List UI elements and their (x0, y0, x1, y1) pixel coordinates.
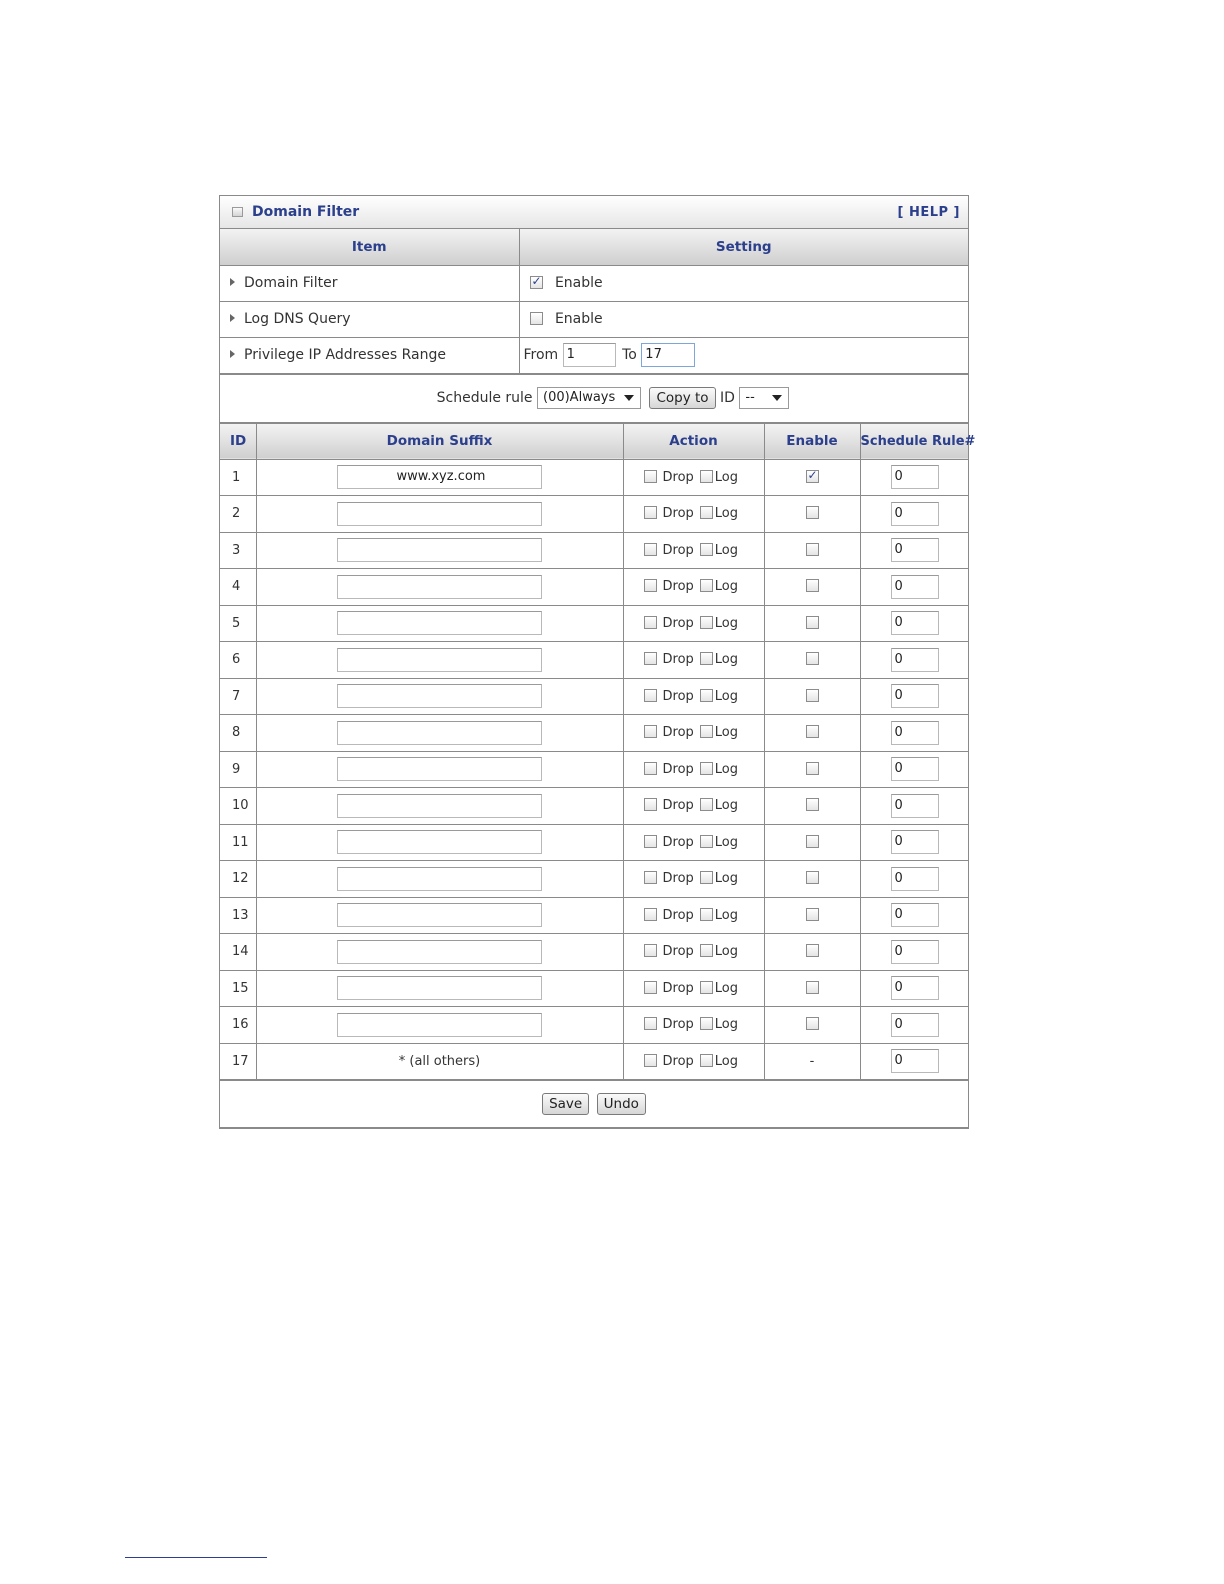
drop-label: Drop (662, 798, 694, 814)
table-row (220, 1007, 968, 1044)
domain-list-table (220, 423, 976, 1081)
drop-label: Drop (662, 907, 694, 923)
table-row (220, 496, 968, 533)
table-row (220, 897, 968, 934)
log-checkbox[interactable] (700, 1017, 713, 1030)
log-checkbox[interactable] (700, 871, 713, 884)
domain-suffix-header: Domain Suffix (256, 423, 623, 459)
schedule-rule-input[interactable]: 0 (891, 538, 939, 562)
drop-label: Drop (662, 725, 694, 741)
schedule-rule-input[interactable]: 0 (891, 721, 939, 745)
drop-checkbox[interactable] (644, 543, 657, 556)
id-header: ID (220, 423, 256, 459)
log-label: Log (714, 615, 739, 631)
enable-checkbox[interactable] (806, 908, 819, 921)
log-label: Log (714, 980, 739, 996)
log-checkbox[interactable] (700, 543, 713, 556)
schedule-rule-input[interactable]: 0 (891, 757, 939, 781)
schedule-rule-input[interactable]: 0 (891, 611, 939, 635)
schedule-rule-label: Schedule rule (436, 390, 533, 406)
table-row (220, 934, 968, 971)
log-label: Log (714, 579, 739, 595)
drop-label: Drop (662, 1053, 694, 1069)
panel-icon (232, 207, 243, 217)
row-id: 5 (220, 605, 256, 642)
drop-label: Drop (662, 652, 694, 668)
log-checkbox[interactable] (700, 725, 713, 738)
schedule-rule-input[interactable]: 0 (891, 830, 939, 854)
row-id: 7 (220, 678, 256, 715)
save-button[interactable]: Save (542, 1093, 589, 1115)
table-row (220, 970, 968, 1007)
table-row (220, 678, 968, 715)
row-id: 13 (220, 897, 256, 934)
domain-suffix-input[interactable] (337, 867, 542, 891)
id-label: ID (720, 390, 735, 406)
row-id: 1 (220, 459, 256, 496)
log-label: Log (714, 469, 739, 485)
log-checkbox[interactable] (700, 981, 713, 994)
log-checkbox[interactable] (700, 470, 713, 483)
domain-filter-panel (219, 195, 976, 1129)
row-id: 3 (220, 532, 256, 569)
drop-label: Drop (662, 688, 694, 704)
domain-suffix-input[interactable] (337, 940, 542, 964)
drop-checkbox[interactable] (644, 944, 657, 957)
log-dns-enable-checkbox[interactable] (530, 312, 543, 325)
row-id: 10 (220, 788, 256, 825)
table-row (220, 532, 968, 569)
table-row (220, 861, 968, 898)
row-id: 9 (220, 751, 256, 788)
table-row (220, 605, 968, 642)
privilege-ip-label: Privilege IP Addresses Range (244, 347, 446, 363)
enable-checkbox[interactable] (806, 579, 819, 592)
log-checkbox[interactable] (700, 579, 713, 592)
settings-table (220, 229, 968, 374)
log-dns-enable-label: Enable (554, 311, 603, 327)
enable-checkbox[interactable] (806, 543, 819, 556)
from-label: From (523, 347, 559, 363)
domain-suffix-input[interactable] (337, 684, 542, 708)
schedule-rule-input[interactable]: 0 (891, 575, 939, 599)
log-label: Log (714, 871, 739, 887)
drop-label: Drop (662, 980, 694, 996)
drop-label: Drop (662, 944, 694, 960)
bullet-arrow-icon (230, 350, 235, 358)
log-checkbox[interactable] (700, 835, 713, 848)
enable-checkbox[interactable] (806, 798, 819, 811)
domain-filter-enable-checkbox[interactable] (530, 276, 543, 289)
domain-suffix-input[interactable] (337, 611, 542, 635)
log-label: Log (714, 1053, 739, 1069)
schedule-rule-select[interactable] (537, 387, 641, 409)
log-label: Log (714, 944, 739, 960)
footer-table (220, 1080, 968, 1128)
schedule-rule-input[interactable]: 0 (891, 794, 939, 818)
to-label: To (622, 347, 637, 363)
copy-id-value: -- (745, 390, 755, 405)
domain-filter-label: Domain Filter (244, 275, 338, 291)
drop-checkbox[interactable] (644, 835, 657, 848)
undo-button[interactable]: Undo (597, 1093, 646, 1115)
drop-checkbox[interactable] (644, 908, 657, 921)
enable-checkbox[interactable] (806, 506, 819, 519)
row-id: 17 (220, 1043, 256, 1080)
to-ip-input[interactable]: 17 (641, 343, 695, 367)
log-label: Log (714, 761, 739, 777)
log-label: Log (714, 542, 739, 558)
log-label: Log (714, 907, 739, 923)
log-checkbox[interactable] (700, 506, 713, 519)
drop-label: Drop (662, 542, 694, 558)
log-label: Log (714, 506, 739, 522)
domain-suffix-input[interactable] (337, 830, 542, 854)
log-dns-row (220, 301, 968, 337)
row-id: 8 (220, 715, 256, 752)
row-id: 12 (220, 861, 256, 898)
log-label: Log (714, 688, 739, 704)
domain-suffix-input[interactable] (337, 538, 542, 562)
row-id: 4 (220, 569, 256, 606)
log-checkbox[interactable] (700, 944, 713, 957)
schedule-table (220, 374, 968, 423)
item-header: Item (220, 229, 519, 265)
row-id: 2 (220, 496, 256, 533)
log-checkbox[interactable] (700, 1054, 713, 1067)
domain-suffix-input[interactable]: www.xyz.com (337, 465, 542, 489)
drop-label: Drop (662, 834, 694, 850)
row-id: 14 (220, 934, 256, 971)
domain-filter-row (220, 265, 968, 301)
row-id: 15 (220, 970, 256, 1007)
domain-suffix-input[interactable] (337, 903, 542, 927)
drop-checkbox[interactable] (644, 689, 657, 702)
row-id: 6 (220, 642, 256, 679)
bullet-arrow-icon (230, 314, 235, 322)
domain-suffix-input[interactable] (337, 502, 542, 526)
schedule-rule-input[interactable]: 0 (891, 648, 939, 672)
enable-na: - (764, 1043, 860, 1080)
drop-label: Drop (662, 761, 694, 777)
log-checkbox[interactable] (700, 798, 713, 811)
table-row-all-others (220, 1043, 968, 1080)
log-label: Log (714, 834, 739, 850)
row-id: 11 (220, 824, 256, 861)
drop-checkbox[interactable] (644, 616, 657, 629)
drop-checkbox[interactable] (644, 652, 657, 665)
domain-suffix-input[interactable] (337, 794, 542, 818)
privilege-ip-row (220, 337, 968, 373)
drop-label: Drop (662, 615, 694, 631)
log-label: Log (714, 652, 739, 668)
enable-checkbox[interactable] (806, 616, 819, 629)
setting-header: Setting (519, 229, 968, 265)
action-header: Action (623, 423, 764, 459)
dropdown-arrow-icon (772, 395, 782, 401)
panel-titlebar (220, 196, 968, 229)
log-label: Log (714, 1017, 739, 1033)
domain-suffix-input[interactable] (337, 648, 542, 672)
domain-suffix-input[interactable] (337, 721, 542, 745)
drop-checkbox[interactable] (644, 725, 657, 738)
enable-checkbox[interactable] (806, 871, 819, 884)
from-ip-input[interactable]: 1 (563, 343, 616, 367)
schedule-rule-input[interactable]: 0 (891, 976, 939, 1000)
domain-suffix-input[interactable] (337, 976, 542, 1000)
drop-label: Drop (662, 469, 694, 485)
enable-checkbox[interactable] (806, 1017, 819, 1030)
domain-suffix-input[interactable] (337, 1013, 542, 1037)
help-link[interactable]: [ HELP ] (897, 204, 960, 220)
log-checkbox[interactable] (700, 689, 713, 702)
domain-suffix-input[interactable] (337, 575, 542, 599)
dropdown-arrow-icon (624, 395, 634, 401)
log-dns-label: Log DNS Query (244, 311, 351, 327)
domain-rows (220, 459, 968, 1043)
table-row (220, 751, 968, 788)
drop-checkbox[interactable] (644, 506, 657, 519)
drop-checkbox[interactable] (644, 1054, 657, 1067)
schedule-rule-input[interactable]: 0 (891, 940, 939, 964)
drop-checkbox[interactable] (644, 762, 657, 775)
enable-checkbox[interactable] (806, 944, 819, 957)
drop-label: Drop (662, 579, 694, 595)
enable-checkbox[interactable] (806, 470, 819, 483)
drop-checkbox[interactable] (644, 798, 657, 811)
schedule-rule-input[interactable]: 0 (891, 903, 939, 927)
schedule-rule-input[interactable]: 0 (891, 684, 939, 708)
copy-id-select[interactable] (739, 387, 789, 409)
panel-title: Domain Filter (252, 204, 360, 220)
drop-checkbox[interactable] (644, 579, 657, 592)
enable-checkbox[interactable] (806, 652, 819, 665)
table-row (220, 824, 968, 861)
log-checkbox[interactable] (700, 652, 713, 665)
all-others-label: * (all others) (256, 1043, 623, 1080)
drop-checkbox[interactable] (644, 981, 657, 994)
schedule-rule-header: Schedule Rule# (860, 423, 968, 459)
copy-to-button[interactable]: Copy to (649, 387, 715, 409)
enable-checkbox[interactable] (806, 725, 819, 738)
bullet-arrow-icon (230, 278, 235, 286)
log-checkbox[interactable] (700, 908, 713, 921)
drop-label: Drop (662, 871, 694, 887)
schedule-rule-value: (00)Always (543, 390, 616, 405)
table-row (220, 569, 968, 606)
table-row (220, 788, 968, 825)
schedule-rule-input[interactable]: 0 (891, 1049, 939, 1073)
domain-suffix-input[interactable] (337, 757, 542, 781)
enable-header: Enable (764, 423, 860, 459)
schedule-rule-input[interactable]: 0 (891, 502, 939, 526)
drop-checkbox[interactable] (644, 871, 657, 884)
footnote-rule (125, 1557, 267, 1558)
table-row (220, 459, 968, 496)
drop-label: Drop (662, 1017, 694, 1033)
enable-checkbox[interactable] (806, 762, 819, 775)
drop-label: Drop (662, 506, 694, 522)
schedule-rule-input[interactable]: 0 (891, 465, 939, 489)
log-label: Log (714, 725, 739, 741)
schedule-rule-input[interactable]: 0 (891, 867, 939, 891)
drop-checkbox[interactable] (644, 470, 657, 483)
domain-filter-enable-label: Enable (554, 275, 603, 291)
log-checkbox[interactable] (700, 616, 713, 629)
row-id: 16 (220, 1007, 256, 1044)
table-row (220, 642, 968, 679)
schedule-rule-input[interactable]: 0 (891, 1013, 939, 1037)
enable-checkbox[interactable] (806, 689, 819, 702)
log-checkbox[interactable] (700, 762, 713, 775)
table-row (220, 715, 968, 752)
log-label: Log (714, 798, 739, 814)
drop-checkbox[interactable] (644, 1017, 657, 1030)
enable-checkbox[interactable] (806, 981, 819, 994)
enable-checkbox[interactable] (806, 835, 819, 848)
